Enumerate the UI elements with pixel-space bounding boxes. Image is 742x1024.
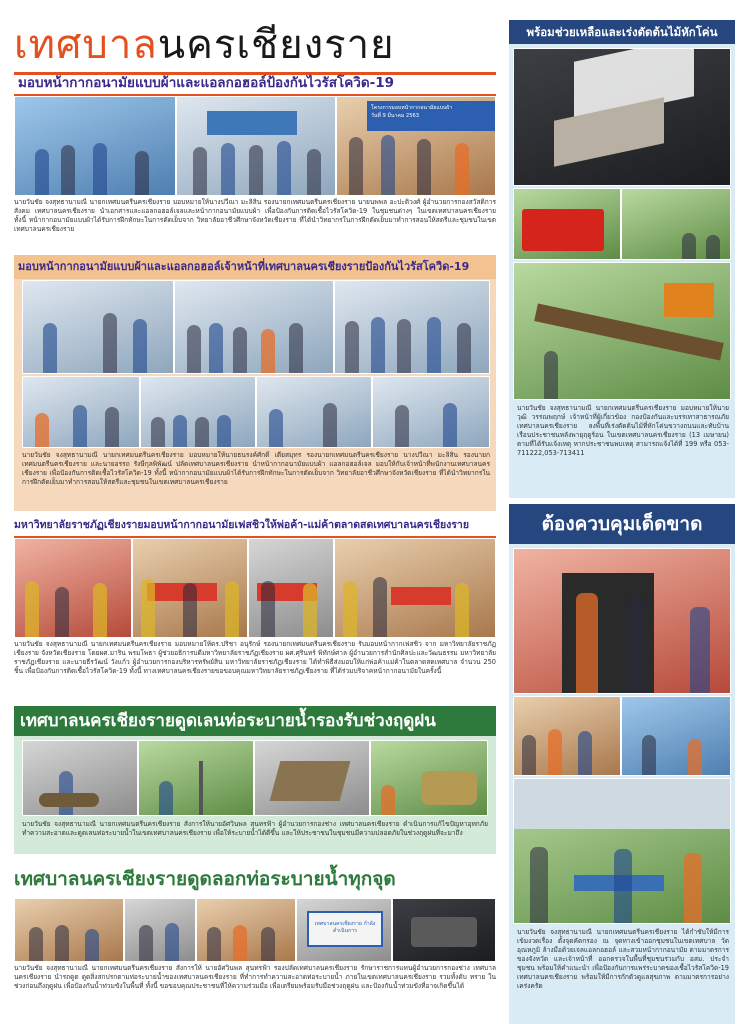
right-top-photo-3	[621, 188, 731, 260]
section5-title: เทศบาลนครเชียงรายดูดลอกท่อระบายน้ำทุกจุด	[14, 868, 396, 890]
section3-photo-1	[14, 538, 132, 638]
section1-title: มอบหน้ากากอนามัยแบบผ้าและแอลกอฮอล์ป้องกันไวรัสโควิด-19	[18, 75, 395, 91]
section2-body: นายวันชัย จงสุทธานามณี นายกเทศมนตรีนครเชียงราย มอบหมายให้นายธนรงค์ศักดิ์ เตียสมุทร รองนายกเทศมนตรีนครเชียงราย นางปวีณา มะลิสิน รองนายกเทศมนตรีนครเชียงราย และนายอรรถ รังษีกุลพิพัฒน์ ปลัดเทศบาลนครเชียงราย นำหน้ากากอนามัยแบบผ้า แอลกอฮอล์เจล มอบให้กับเจ้าหน้าที่พนักงานเทศบาลนครเชียงราย เพื่อป้องกันการติดเชื้อไวรัสโควิด-19 ทั้งนี้ หน้ากากอนามัยแบบผ้าได้รับการฝึกทักษะในการตัดเย็บจาก วิทยาลัยอาชีวศึกษาจังหวัดเชียงราย ที่ได้นำวิทยากรในการฝึกตัดเย็บมาทำการสอนให้สตรีและชุมชนในเขตเทศบาลนครเชียงราย	[22, 451, 490, 486]
section5-photo-4	[296, 898, 392, 962]
section5-body: นายวันชัย จงสุทธานามณี นายกเทศมนตรีนครเชียงราย สั่งการให้ นายอัศวินพล สุนทรฟ้า รองปลัดเทศบาลนครเชียงราย รักษาราชการแทนผู้อำนวยการกองช่าง เทศบาลนครเชียงราย นำรถดูด ดูดสิ่งสกปรกตามท่อระบายน้ำของเทศบาลนครเชียงราย ที่ทำการทำความสะอาดท่อระบายน้ำ ภายในเขตเทศบาลนครเชียงราย รวมทั้งดับ ทราย ในช่วงก่อนถึงฤดูฝน เพื่อป้องกันน้ำท่วมขังในพื้นที่ ทั้งนี้ ขอขอบคุณประชาชนที่ให้ความร่วมมือ เพื่อเตรียมพร้อมรับมือช่วงฤดูฝน และป้องกันน้ำท่วมขังที่อาจเกิดขึ้นได้	[14, 964, 496, 990]
section4-title: เทศบาลนครเชียงรายดูดเลนท่อระบายน้ำรองรับช่วงฤดูฝน	[20, 711, 436, 731]
section4-photo-2	[138, 740, 254, 816]
section4-photo-1	[22, 740, 138, 816]
section2-photo-5	[140, 376, 256, 448]
section2-photo-7	[372, 376, 490, 448]
section3-photo-2	[132, 538, 248, 638]
right-mid-photo-3	[621, 696, 731, 776]
section3-photo-3	[248, 538, 334, 638]
section1-photo-3	[336, 96, 496, 196]
section3-title: มหาวิทยาลัยราชภัฏเชียงรายมอบหน้ากากอนามัยเฟสชิวให้พ่อค้า-แม่ค้าตลาดสดเทศบาลนครเชียงราย	[14, 519, 469, 531]
masthead	[14, 20, 494, 70]
section2-photo-4	[22, 376, 140, 448]
section1-banner-line2: วันที่ 9 มีนาคม 2563	[371, 113, 420, 119]
section5-photo-3	[196, 898, 296, 962]
section5-photo-1	[14, 898, 124, 962]
right-top-photo-2	[513, 188, 621, 260]
right-top-title: พร้อมช่วยเหลือและเร่งตัดต้นไม้หักโค่น	[509, 20, 735, 44]
section1-photo-1	[14, 96, 176, 196]
section1-body: นายวันชัย จงสุทธานามณี นายกเทศมนตรีนครเชียงราย มอบหมายให้นางปวีณา มะลิสิน รองนายกเทศมนตรีนครเชียงราย นายนพพล อะปะติวงศ์ ผู้อำนวยการกองสวัสดิการสังคม เทศบาลนครเชียงราย นำเอกสารและแอลกอฮอล์เจลและหน้ากากอนามัยแบบผ้า เพื่อป้องกันการติดเชื้อไวรัสโควิด-19 ในชุมชนต่างๆ ในเขตเทศบาลนครเชียงราย ทั้งนี้ หน้ากากอนามัยแบบผ้าได้รับการฝึกทักษะในการตัดเย็บจาก วิทยาลัยอาชีวศึกษาจังหวัดเชียงราย ที่ได้นำวิทยากรในการฝึกตัดเย็บมาทำการสอนให้สตรีและชุมชนในเขตเทศบาลนครเชียงราย	[14, 198, 496, 233]
right-mid-photo-2	[513, 696, 621, 776]
section1-photo-2	[176, 96, 336, 196]
masthead-part1: เทศบาล	[14, 22, 158, 68]
right-mid-photo-4	[513, 778, 731, 924]
section5-sign-text: เทศบาลนครเชียงราย กำลังดำเนินการ	[314, 921, 376, 934]
right-top-body: นายวันชัย จงสุทธานามณี นายกเทศมนตรีนครเชียงราย มอบหมายให้นายวุฒิ วรรณพฤกษ์ เจ้าหน้าที่ผู้เกี่ยวข้อง กองป้องกันและบรรเทาสาธารณภัย เทศบาลนครเชียงราย ลงพื้นที่เร่งตัดต้นไม้ที่หักโค่นขวางถนนและทับบ้านเรือนประชาชนหลังพายุฤดูร้อน ในเขตเทศบาลนครเชียงราย (13 เมษายน) ตามที่ได้รับแจ้งเหตุ หากประชาชนพบเหตุ สามารถแจ้งได้ที่ 199 หรือ 053-711222,053-713411	[517, 404, 729, 457]
section2-photo-3	[334, 280, 490, 374]
section2-photo-1	[22, 280, 174, 374]
section2-photo-2	[174, 280, 334, 374]
section4-body: นายวันชัย จงสุทธานามณี นายกเทศมนตรีนครเชียงราย สั่งการให้นายอัศวินพล สุนทรฟ้า ผู้อำนวยการกองช่าง เทศบาลนครเชียงราย ดำเนินการแก้ไขปัญหาอุทกภัย ทำความสะอาดและดูดเลนท่อระบายน้ำในเขตเทศบาลนครเชียงราย เพื่อให้ระบายน้ำได้ดีขึ้น และให้ประชาชนในชุมชนมีความปลอดภัยในช่วงฤดูฝนที่จะมาถึง	[22, 820, 488, 837]
section3-body: นายวันชัย จงสุทธานามณี นายกเทศมนตรีนครเชียงราย มอบหมายให้ดร.ปริชา อนุรักษ์ รองนายกเทศมนตรีนครเชียงราย รับมอบหน้ากากเฟสชิว จาก มหาวิทยาลัยราชภัฏเชียงราย จังหวัดเชียงราย โดยผศ.มาริน พรมโพธา ผู้ช่วยอธิการบดีมหาวิทยาลัยราชภัฏเชียงราย ผศ.ศุรินทร์ พิทักษ์ศาล ผู้อำนวยการสำนักศิลปะและวัฒนธรรม มหาวิทยาลัยราชภัฏเชียงราย และนายธีรวัฒน์ วังแก้ว ผู้อำนวยการกองบริหารทรัพย์สิน มหาวิทยาลัยราชภัฏเชียงราย ได้ทำพิธีส่งมอบให้แก่พ่อค้าแม่ค้าในตลาดสดเทศบาล จำนวน 250 ชิ้น เพื่อป้องกันการติดเชื้อไวรัสโควิด-19 ทั้งนี้ ทางเทศบาลนครเชียงรายขอขอบคุณมหาวิทยาลัยราชภัฏเชียงราย ที่ได้ร่วมบริจาคหน้ากากอนามัยในครั้งนี้	[14, 640, 496, 675]
section3-photo-4	[334, 538, 496, 638]
section1-banner	[367, 101, 495, 131]
right-mid-photo-1	[513, 548, 731, 694]
section2-photo-6	[256, 376, 372, 448]
section5-photo-5	[392, 898, 496, 962]
right-top-photo-4	[513, 262, 731, 400]
masthead-part2: นครเชียงราย	[157, 22, 395, 68]
section5-sign	[307, 911, 383, 947]
section2-title: มอบหน้ากากอนามัยแบบผ้าและแอลกอฮอล์เจ้าหน้าที่เทศบาลนครเชียงรายป้องกันไวรัสโควิด-19	[18, 260, 470, 273]
right-top-photo-1	[513, 48, 731, 186]
section4-photo-4	[370, 740, 488, 816]
section5-photo-2	[124, 898, 196, 962]
right-mid-body: นายวันชัย จงสุทธานามณี นายกเทศมนตรีนครเชียงราย ได้กำชับให้มีการเข้มงวดเรื่อง ตั้งจุดคัดกรอง ณ จุดทางเข้าออกชุมชนในเขตเทศบาล วัดอุณหภูมิ ล้างมือด้วยเจลแอลกอฮอล์ และสวมหน้ากากอนามัย ตามมาตรการของจังหวัด และเจ้าหน้าที่ ออกตรวจในพื้นที่ชุมชนร่วมกับ อสม. ประจำชุมชน พร้อมให้คำแนะนำ เพื่อป้องกันการแพร่ระบาดของเชื้อไวรัสโควิด-19 เทศบาลนครเชียงราย พร้อมให้มีการกักตัวดูแลสุขภาพ ตามมาตรการอย่างเคร่งครัด	[517, 928, 729, 990]
section4-photo-3	[254, 740, 370, 816]
section1-banner-line1: โครงการมอบหน้ากากอนามัยแบบผ้า	[371, 105, 453, 111]
right-mid-title: ต้องควบคุมเด็ดขาด	[509, 504, 735, 544]
